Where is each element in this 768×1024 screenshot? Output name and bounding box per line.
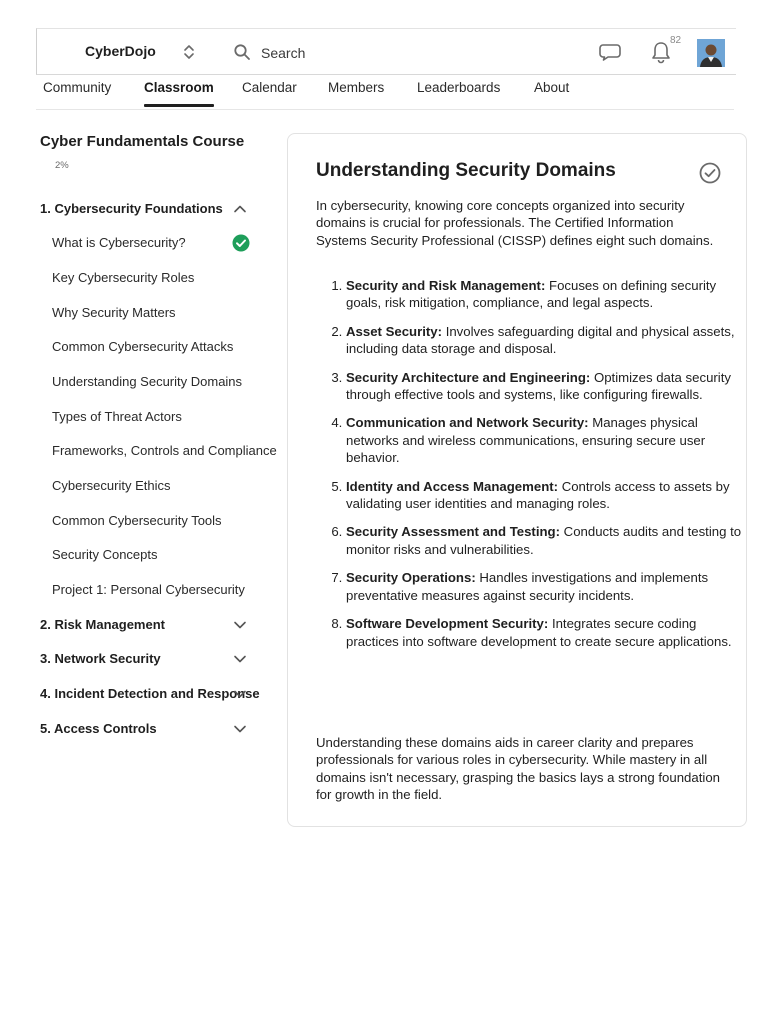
lesson-intro: In cybersecurity, knowing core concepts organized into security domains is crucial for professionals. The Certified Information Systems Security Professional (CISSP) defines eight such domains. — [316, 198, 714, 248]
top-bar — [36, 28, 736, 75]
lesson-label: Key Cybersecurity Roles — [52, 270, 195, 285]
tab-classroom[interactable]: Classroom — [144, 80, 214, 103]
lesson-outro: Understanding these domains aids in career clarity and prepares professionals for various roles in cybersecurity. While mastery in all domains isn't necessary, grasping the basics lays a strong foundation for growth in the field. — [316, 735, 720, 803]
domain-desc: Integrates secure coding practices into software development to create secure applications. — [346, 616, 732, 649]
course-title: Cyber Fundamentals Course — [40, 133, 245, 150]
security-domains-list — [316, 277, 750, 661]
lesson-item[interactable] — [40, 476, 252, 496]
mark-complete-icon[interactable] — [698, 161, 722, 185]
lesson-item[interactable] — [40, 545, 252, 565]
lesson-item[interactable] — [40, 268, 252, 288]
domain-desc: Conducts audits and testing to monitor risks and vulnerabilities. — [346, 524, 742, 557]
chevron-down-icon[interactable] — [233, 653, 247, 665]
notification-count: 82 — [670, 35, 682, 46]
lesson-label: Security Concepts — [52, 547, 158, 562]
tab-about[interactable]: About — [534, 80, 570, 95]
lesson-label: Frameworks, Controls and Compliance — [52, 443, 277, 458]
chevron-down-icon[interactable] — [233, 688, 247, 700]
chevron-down-icon[interactable] — [233, 619, 247, 631]
lesson-label: Common Cybersecurity Attacks — [52, 339, 234, 354]
lesson-label: Common Cybersecurity Tools — [52, 513, 222, 528]
tab-members[interactable]: Members — [328, 80, 385, 95]
domain-desc: Optimizes data security through effective tools and systems, like configuring firewalls. — [346, 369, 731, 403]
domain-desc: Focuses on defining security goals, risk mitigation, compliance, and legal aspects. — [346, 278, 717, 311]
lesson-title: Understanding Security Domains — [316, 160, 616, 181]
domain-desc: Handles investigations and implements preventative measures against security incidents. — [346, 570, 709, 603]
domain-name: Security Assessment and Testing: — [346, 524, 560, 540]
tab-community[interactable]: Community — [43, 80, 112, 95]
list-item — [346, 523, 750, 558]
domain-desc: Controls access to assets by validating user identities and managing roles. — [346, 478, 730, 512]
lesson-label: Understanding Security Domains — [52, 374, 243, 389]
completed-check-icon — [232, 234, 250, 252]
tab-calendar[interactable]: Calendar — [242, 80, 297, 95]
module-label: 4. Incident Detection and Response — [40, 686, 260, 701]
lesson-label: Types of Threat Actors — [52, 409, 182, 424]
module-incident-detection[interactable] — [40, 684, 260, 704]
lesson-item[interactable] — [40, 407, 252, 427]
lesson-item[interactable] — [40, 303, 252, 323]
community-switcher-icon[interactable] — [181, 43, 197, 61]
bell-icon[interactable] — [651, 41, 671, 63]
lesson-label: Why Security Matters — [52, 305, 176, 320]
domain-name: Communication and Network Security: — [346, 415, 589, 431]
domain-name: Asset Security: — [346, 323, 443, 339]
domain-name: Security Operations: — [346, 570, 476, 586]
module-risk-management[interactable] — [40, 615, 252, 635]
chevron-down-icon[interactable] — [233, 723, 247, 735]
lesson-item[interactable] — [40, 337, 252, 357]
lesson-item[interactable] — [40, 580, 252, 600]
community-name[interactable]: CyberDojo — [85, 43, 156, 59]
lesson-label: Cybersecurity Ethics — [52, 478, 171, 493]
domain-name: Security and Risk Management: — [346, 278, 546, 293]
chevron-up-icon[interactable] — [233, 203, 247, 215]
domain-name: Software Development Security: — [346, 616, 549, 632]
domain-name: Security Architecture and Engineering: — [346, 369, 591, 385]
chat-icon[interactable] — [599, 43, 621, 61]
avatar[interactable] — [697, 39, 725, 67]
module-label: 3. Network Security — [40, 651, 161, 666]
lesson-item[interactable] — [40, 511, 252, 531]
domain-desc: Involves safeguarding digital and physical assets, including data storage and disposal. — [346, 323, 735, 357]
module-label: 2. Risk Management — [40, 617, 165, 632]
lesson-item[interactable] — [40, 233, 252, 253]
module-cybersecurity-foundations[interactable] — [40, 199, 252, 219]
domain-desc: Manages physical networks and wireless communications, ensuring secure user behavior. — [346, 415, 706, 466]
lesson-item[interactable] — [40, 441, 277, 461]
lesson-content-card — [287, 133, 747, 827]
lesson-label: What is Cybersecurity? — [52, 235, 186, 250]
module-label: 5. Access Controls — [40, 721, 157, 736]
list-item — [346, 414, 750, 466]
course-progress: 2% — [55, 160, 69, 171]
list-item — [346, 478, 750, 513]
search-input[interactable] — [259, 39, 483, 67]
search-icon — [233, 43, 251, 61]
module-access-controls[interactable] — [40, 719, 252, 739]
domain-name: Identity and Access Management: — [346, 478, 559, 494]
lesson-item-active[interactable] — [40, 372, 252, 392]
nav-tabs — [36, 76, 734, 110]
list-item — [346, 615, 750, 650]
list-item — [346, 369, 750, 404]
list-item — [346, 277, 750, 312]
lesson-label: Project 1: Personal Cybersecurity — [52, 582, 245, 597]
list-item — [346, 323, 750, 358]
list-item — [346, 569, 750, 604]
module-network-security[interactable] — [40, 649, 252, 669]
tab-leaderboards[interactable]: Leaderboards — [417, 80, 501, 95]
module-label: 1. Cybersecurity Foundations — [40, 201, 223, 216]
